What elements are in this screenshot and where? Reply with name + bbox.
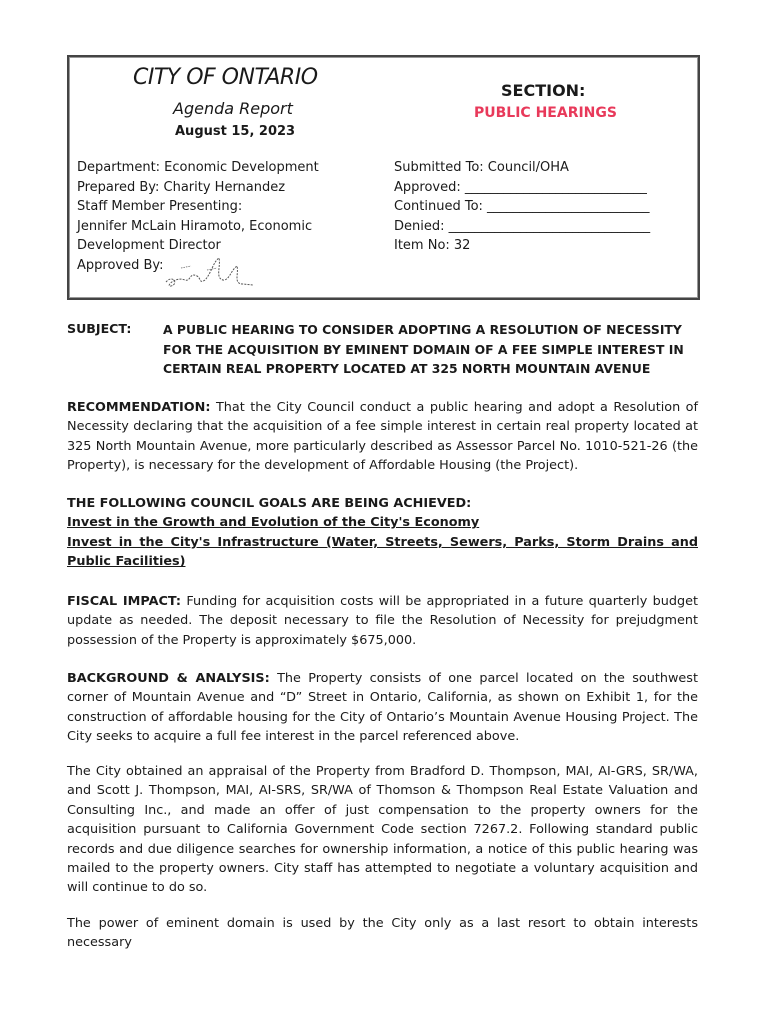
submitted-to: Submitted To: Council/OHA xyxy=(394,160,569,175)
item-number: Item No: 32 xyxy=(394,238,471,253)
background-label: BACKGROUND & ANALYSIS: xyxy=(67,671,270,686)
staff-presenting: Staff Member Presenting: xyxy=(77,199,243,214)
section-value: PUBLIC HEARINGS xyxy=(474,105,617,121)
prepared-by: Prepared By: Charity Hernandez xyxy=(77,179,286,195)
council-goals xyxy=(67,494,698,572)
background-paragraph xyxy=(67,669,698,747)
subject-label: SUBJECT: xyxy=(67,321,132,336)
fiscal-text: Funding for acquisition costs will be appropriated in a future quarterly budget update as needed. The deposit necessary to file the Resolution of Necessity for prejudgment possession of the Property is approximately $675,000. xyxy=(67,594,698,648)
header-box xyxy=(67,55,700,300)
department: Department: Economic Development xyxy=(77,160,319,175)
city-name: CITY OF ONTARIO xyxy=(133,65,318,90)
denied-line: Denied: _______________________________ xyxy=(394,218,651,234)
approved-by: Approved By: xyxy=(77,257,164,273)
goal-item-economy: Invest in the Growth and Evolution of the City's Economy xyxy=(67,515,480,531)
recommendation-paragraph xyxy=(67,398,698,476)
header-right-column xyxy=(394,158,650,256)
recommendation-text: That the City Council conduct a public hearing and adopt a Resolution of Necessity declaring that the acquisition of a fee simple interest in certain real property located at 325 North Mountain Avenue, more particularly described as Assessor Parcel No. 1010-521-26 (the Property), is necessary for the development of Affordable Housing (the Project). xyxy=(67,400,698,474)
recommendation-label: RECOMMENDATION: xyxy=(67,400,211,415)
staff-name-line-1: Jennifer McLain Hiramoto, Economic xyxy=(77,218,313,234)
section-label: SECTION: xyxy=(501,81,586,100)
staff-name-line-2: Development Director xyxy=(77,238,221,253)
fiscal-label: FISCAL IMPACT: xyxy=(67,594,182,609)
eminent-domain-paragraph: The power of eminent domain is used by the City only as a last resort to obtain interests necessary xyxy=(67,916,698,951)
signature-image xyxy=(161,250,256,290)
report-date: August 15, 2023 xyxy=(175,124,296,139)
approved-line: Approved: ____________________________ xyxy=(394,179,647,195)
continued-to: Continued To: _________________________ xyxy=(394,199,650,214)
goals-heading: THE FOLLOWING COUNCIL GOALS ARE BEING ACHIEVED: xyxy=(67,496,472,511)
appraisal-paragraph: The City obtained an appraisal of the Property from Bradford D. Thompson, MAI, AI-GRS, SR/WA, and Scott J. Thompson, MAI, AI-SRS, SR/WA of Thomson & Thompson Real Estate Valuation and Consulting Inc., and made an offer of just compensation to the property owners for the acquisition pursuant to California Government Code section 7267.2. Following standard public records and due diligence searches for ownership information, a notice of this public hearing was mailed to the property owners. City staff has attempted to negotiate a voluntary acquisition and will continue to do so. xyxy=(67,764,698,896)
fiscal-impact-paragraph xyxy=(67,592,698,650)
background-text: The Property consists of one parcel located on the southwest corner of Mountain Avenue and “D” Street in Ontario, California, as shown on Exhibit 1, for the construction of affordable housing for the City of Ontario’s Mountain Avenue Housing Project. The City seeks to acquire a full fee interest in the parcel referenced above. xyxy=(67,671,698,745)
report-type: Agenda Report xyxy=(173,99,293,118)
subject-text: A PUBLIC HEARING TO CONSIDER ADOPTING A RESOLUTION OF NECESSITY FOR THE ACQUISITION BY EMINENT DOMAIN OF A FEE SIMPLE INTEREST IN CERTAIN REAL PROPERTY LOCATED AT 325 NORTH MOUNTAIN AVENUE xyxy=(163,322,684,376)
goal-item-infrastructure: Invest in the City's Infrastructure (Water, Streets, Sewers, Parks, Storm Drains and Public Facilities) xyxy=(67,534,698,570)
